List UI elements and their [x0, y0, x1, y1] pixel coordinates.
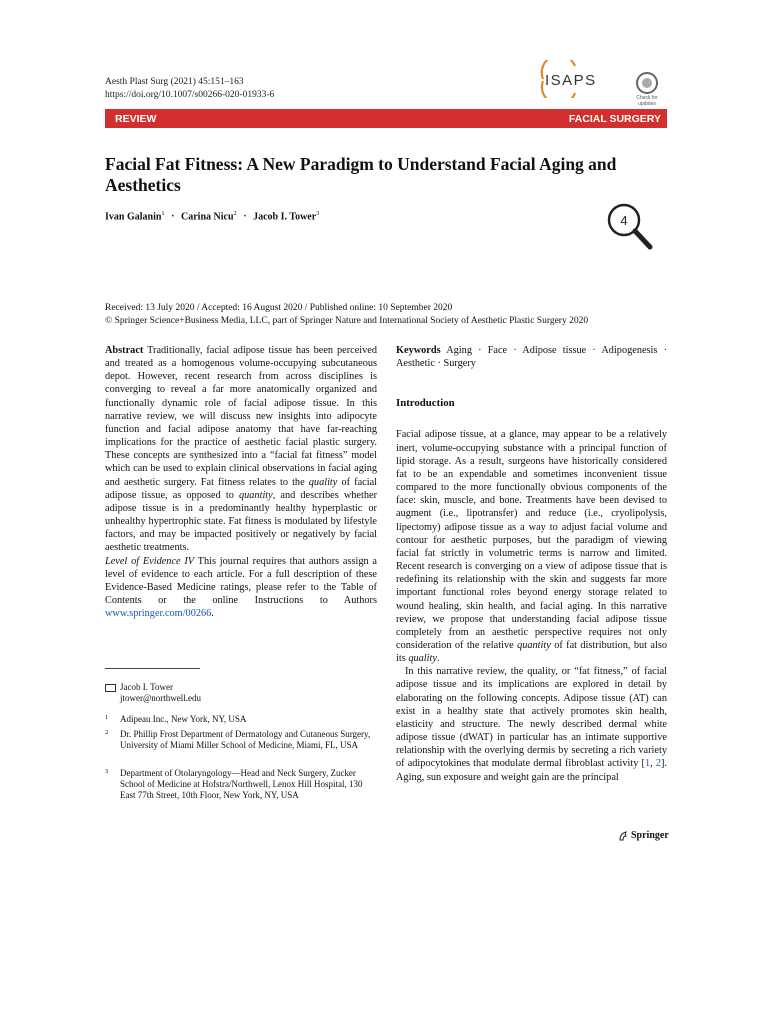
abstract-text: of facial adipose tissue, as opposed to	[105, 476, 378, 501]
magnifier-icon	[600, 200, 658, 254]
intro-text: ]. Aging, sun exposure and weight gain are the principal	[396, 758, 667, 783]
intro-emphasis: quantity	[517, 639, 551, 651]
history-dates: Received: 13 July 2020 / Accepted: 16 August 2020 / Published online: 10 September 2020	[105, 303, 453, 313]
reference-link[interactable]: 2	[655, 758, 661, 770]
author-list	[105, 210, 319, 222]
left-column	[105, 344, 377, 620]
abstract-emphasis: quality	[308, 476, 338, 488]
affiliation-text: Department of Otolaryngology—Head and Neck Surgery, Zucker School of Medicine at Hofstra/Northwell, Lenox Hill Hospital, 130 East 77th Street, 10th Floor, New York, NY, USA	[120, 768, 363, 801]
punctuation: .	[211, 608, 214, 620]
level-of-evidence	[105, 555, 377, 621]
abstract-text: , and describes whether adipose tissue is in a predominantly healthy hyperplastic or unhealthy hypertrophic state. Fat fitness is modulated by lifestyle factors, and may be impacted positively or negatively by facial aesthetic treatments.	[105, 489, 378, 554]
article-title: Facial Fat Fitness: A New Paradigm to Understand Facial Aging and Aesthetics	[105, 154, 617, 195]
journal-citation: Aesth Plast Surg (2021) 45:151–163	[105, 77, 244, 87]
intro-paragraph	[396, 665, 667, 783]
keywords-label: Keywords	[396, 345, 441, 356]
section-heading: Introduction	[396, 397, 455, 410]
level-of-evidence-text: This journal requires that authors assign a level of evidence to each article. For a full description of these Evidence-Based Medicine ratings, please refer to the Table of Contents or the online Instructions to Authors	[105, 555, 377, 606]
article-meta	[105, 76, 274, 102]
level-of-evidence-label: Level of Evidence IV	[105, 555, 195, 567]
intro-paragraph	[396, 428, 667, 665]
author-name[interactable]: Ivan Galanin	[105, 211, 162, 223]
check-updates-label: Check for updates	[636, 95, 658, 107]
affiliation	[105, 714, 377, 725]
publisher-mark	[618, 830, 669, 841]
keywords-text: Aging · Face · Adipose tissue · Adipogenesis · Aesthetic · Surgery	[396, 345, 667, 370]
author-affiliation-ref: 1	[161, 210, 165, 217]
intro-text: Facial adipose tissue, at a glance, may appear to be a relatively inert, volume-occupying substance with a principal function of lipid storage. As a result, surgeons have historically considered fat to be an expendable and sometimes inconvenient tissue compared to the more functionally obvious components of the face: skin, muscle, and bone. Treatments have been devised to augment (i.e., lipotransfer) and reduce (i.e., cryolipolysis, lipectomy) adipose tissue as a way to adjust facial volume and contour for aesthetic purposes, but the paradigm of viewing facial fat strictly in volumetric terms is narrow and limited. Recent research is converging on a view of adipose tissue that is redefining its relationship with the skin and suggests far more important functional roles beyond energy storage related to wound healing, skin health, and facial aging. In this narrative review, we propose that understanding facial adipose tissue completely from an aesthetic perspective requires not only consideration of the relative	[396, 429, 667, 651]
publication-dates	[105, 302, 588, 328]
affiliation-text: Dr. Phillip Frost Department of Dermatology and Cutaneous Surgery, University of Miami Miller School of Medicine, Miami, FL, USA	[120, 729, 371, 751]
keywords	[396, 344, 667, 370]
isaps-logo	[535, 60, 615, 98]
intro-text: of fat distribution, but also its	[396, 639, 667, 665]
citation-count-badge[interactable]	[600, 200, 658, 254]
springer-link[interactable]: www.springer.com/00266	[105, 608, 212, 620]
right-column	[396, 344, 667, 784]
correspondence-email[interactable]: jtower@northwell.edu	[120, 693, 202, 704]
citation-count: 4	[620, 213, 628, 228]
doi-link[interactable]: https://doi.org/10.1007/s00266-020-01933-6	[105, 90, 275, 100]
section-bar	[105, 109, 667, 128]
affiliation-number: 1	[105, 714, 109, 721]
springer-horse-icon	[618, 831, 628, 841]
affiliation	[105, 729, 377, 751]
reference-link[interactable]: 1	[644, 758, 651, 770]
publisher-name: Springer	[631, 830, 669, 841]
abstract	[105, 344, 377, 555]
author-name[interactable]: Carina Nicu	[181, 211, 234, 223]
punctuation: ,	[650, 758, 656, 770]
footnote-divider	[105, 668, 200, 669]
envelope-icon	[105, 684, 116, 692]
author-affiliation-ref: 2	[233, 210, 237, 217]
check-updates-icon	[636, 72, 658, 94]
section-type: REVIEW	[115, 112, 157, 125]
section-category: FACIAL SURGERY	[568, 112, 661, 125]
author-affiliation-ref: 3	[316, 210, 320, 217]
correspondence-name: Jacob I. Tower	[120, 682, 173, 692]
abstract-text: Traditionally, facial adipose tissue has been perceived and treated as a homogenous volume-occupying subcutaneous depot. However, recent research from across disciplines is converging to reveal a far more anatomically organized and functionally dynamic role of facial adipose tissue. In this narrative review, we will discuss new insights into adipocyte function and facial adipose anatomy that have far-reaching implications for the practice of aesthetic facial plastic surgery. These concepts are synthesized into a “facial fat fitness” model which can be used to explain clinical observations in facial aging and aesthetic surgery. Fat fitness relates to the	[105, 345, 377, 488]
copyright-line: © Springer Science+Business Media, LLC, part of Springer Nature and International Society of Aesthetic Plastic Surgery 2020	[105, 316, 589, 326]
author-separator: ·	[171, 211, 175, 223]
intro-text: In this narrative review, the quality, or “fat fitness,” of facial adipose tissue and its implications are explored in detail by elaborating on the following concepts. Adipose tissue (AT) can exist in a healthy state that actively promotes skin health, elasticity and structure. The newly described dermal white adipose tissue (dWAT) in particular has an intimate supportive relationship with the overlying dermis by secreting a rich variety of adipocytokines that modulate dermal fibroblast activity [	[396, 666, 667, 770]
intro-text: .	[436, 653, 440, 665]
affiliation-text: Adipeau Inc., New York, NY, USA	[120, 714, 247, 724]
intro-emphasis: quality	[408, 653, 437, 665]
author-name[interactable]: Jacob I. Tower	[253, 211, 317, 223]
author-separator: ·	[243, 211, 247, 223]
correspondence	[105, 682, 377, 704]
isaps-logo-text: ISAPS	[545, 72, 597, 89]
abstract-label: Abstract	[105, 345, 144, 356]
affiliation-number: 2	[105, 729, 109, 736]
check-for-updates-badge[interactable]	[630, 72, 664, 106]
affiliation-number: 3	[105, 768, 109, 775]
affiliation	[105, 768, 377, 802]
abstract-emphasis: quantity	[238, 489, 273, 501]
